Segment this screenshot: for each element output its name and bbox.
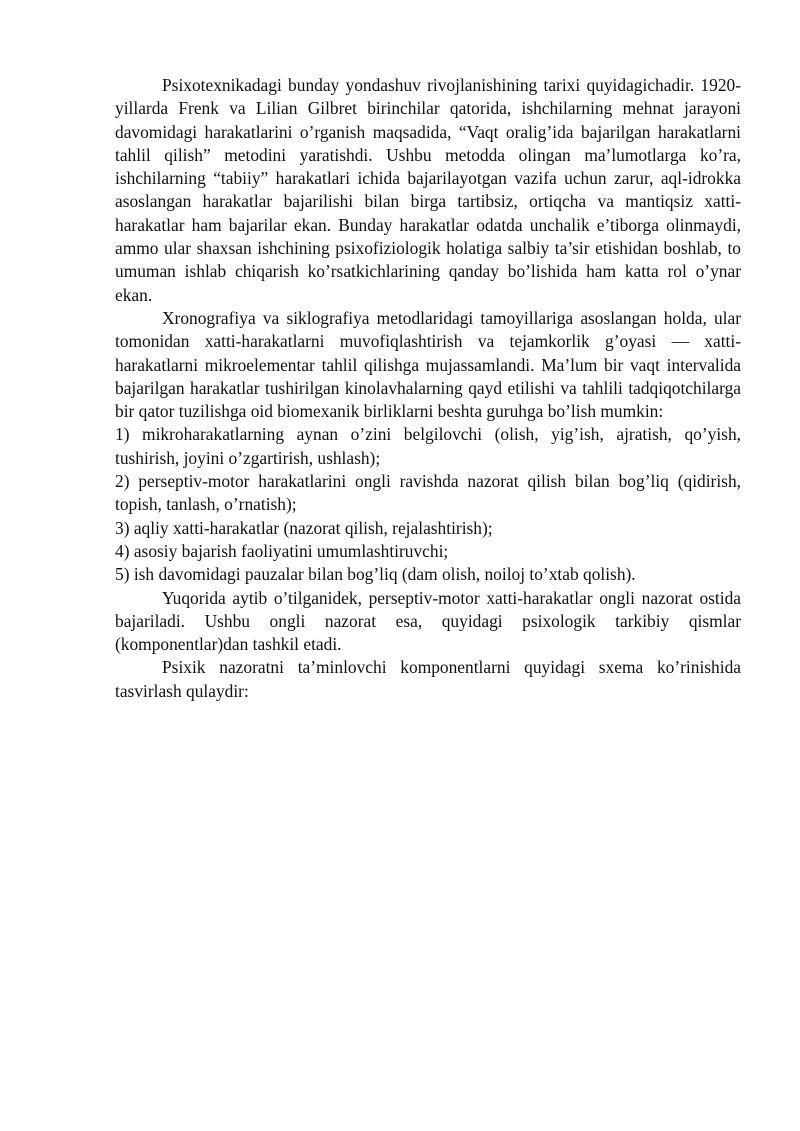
list-item: 5) ish davomidagi pauzalar bilan bog’liq (dam olish, noiloj to’xtab qolish).	[115, 564, 636, 585]
list-item: 4) asosiy bajarish faoliyatini umumlashtiruvchi;	[115, 540, 449, 561]
paragraph-chronography: Xronografiya va siklografiya metodlaridagi tamoyillariga asoslangan holda, ular tomonidan xatti-harakatlarni muvofiqlashtirish va tejamkorlik g’oyasi — xatti-harakatlarni mikroelementar tahlil qilishga mujassamlandi. Ma’lum bir vaqt intervalida bajarilgan harakatlar tushirilgan kinolavhalarning qayd etilishi va tahlili tadqiqotchilarga bir qator tuzilishga oid biomexanik birliklarni beshta guruhga bo’lish mumkin:	[115, 307, 741, 422]
paragraph-history: Psixotexnikadagi bunday yondashuv rivojlanishining tarixi quyidagichadir. 1920-yillarda Frenk va Lilian Gilbret birinchilar qatorida, ishchilarning mehnat jarayoni davomidagi harakatlarini o’rganish maqsadida, “Vaqt oralig’ida bajarilgan harakatlarni tahlil qilish” metodini yaratishdi. Ushbu metodda olingan ma’lumotlarga ko’ra, ishchilarning “tabiiy” harakatlari ichida bajarilayotgan vazifa uchun zarur, aql-idrokka asoslangan harakatlar bajarilishi bilan birga tartibsiz, ortiqcha va mantiqsiz xatti-harakatlar ham bajarilar ekan. Bunday harakatlar odatda unchalik e’tiborga olinmaydi, ammo ular shaxsan ishchining psixofiziologik holatiga salbiy ta’sir etishidan boshlab, to umuman ishlab chiqarish ko’rsatkichlarining qanday bo’lishida ham katta rol o’ynar ekan.	[115, 75, 741, 305]
biomechanical-groups-list	[115, 423, 741, 586]
document-page	[115, 74, 741, 703]
paragraph-conscious-control: Yuqorida aytib o’tilganidek, perseptiv-motor xatti-harakatlar ongli nazorat ostida bajariladi. Ushbu ongli nazorat esa, quyidagi psixologik tarkibiy qismlar (komponentlar)dan tashkil etadi.	[115, 587, 741, 655]
paragraph-scheme-intro: Psixik nazoratni ta’minlovchi komponentlarni quyidagi sxema ko’rinishida tasvirlash qulaydir:	[115, 657, 741, 701]
list-item: 1) mikroharakatlarning aynan o’zini belgilovchi (olish, yig’ish, ajratish, qo’yish, tushirish, joyini o’zgartirish, ushlash);	[115, 424, 741, 468]
list-item: 2) perseptiv-motor harakatlarini ongli ravishda nazorat qilish bilan bog’liq (qidirish, topish, tanlash, o’rnatish);	[115, 471, 741, 515]
list-item: 3) aqliy xatti-harakatlar (nazorat qilish, rejalashtirish);	[115, 517, 493, 538]
